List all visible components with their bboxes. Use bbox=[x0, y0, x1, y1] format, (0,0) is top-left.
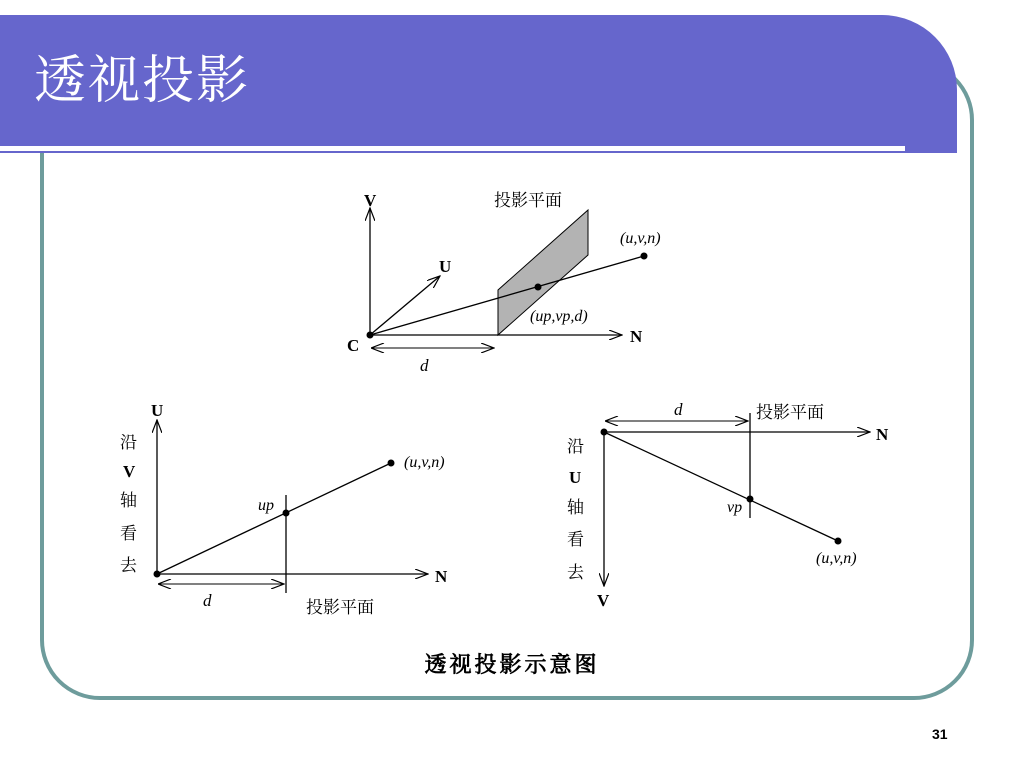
scene-point bbox=[835, 538, 842, 545]
label-distance: d bbox=[203, 591, 212, 610]
scene-point bbox=[641, 253, 648, 260]
label-projection-point: (up,vp,d) bbox=[530, 308, 588, 325]
label-origin: C bbox=[347, 336, 360, 355]
view-note-2: U bbox=[569, 468, 582, 487]
origin-point bbox=[367, 332, 374, 339]
figure-caption: 透视投影示意图 bbox=[424, 652, 600, 678]
view-note-2: V bbox=[123, 462, 136, 481]
u-axis bbox=[370, 276, 440, 335]
projection-point bbox=[283, 510, 290, 517]
projection-point bbox=[747, 496, 754, 503]
label-distance: d bbox=[674, 400, 683, 419]
top-diagram bbox=[347, 190, 661, 375]
scene-point bbox=[388, 460, 395, 467]
projection-ray bbox=[157, 463, 391, 574]
origin-point bbox=[601, 429, 608, 436]
page-number: 31 bbox=[932, 726, 948, 742]
projection-ray bbox=[604, 432, 838, 541]
label-u-axis: U bbox=[151, 401, 164, 420]
label-distance: d bbox=[420, 356, 429, 375]
view-note-4: 看 bbox=[567, 530, 584, 550]
label-plane: 投影平面 bbox=[306, 598, 374, 618]
label-v-axis: V bbox=[597, 591, 610, 610]
projection-point bbox=[535, 284, 542, 291]
view-note-3: 轴 bbox=[120, 491, 137, 511]
label-v-axis: V bbox=[364, 191, 377, 210]
label-u-axis: U bbox=[439, 257, 452, 276]
label-plane: 投影平面 bbox=[494, 191, 562, 211]
view-note-1: 沿 bbox=[567, 437, 584, 457]
slide-title: 透视投影 bbox=[34, 51, 251, 111]
view-note-1: 沿 bbox=[120, 433, 137, 453]
label-scene-point: (u,v,n) bbox=[816, 550, 857, 567]
label-plane: 投影平面 bbox=[756, 403, 824, 423]
label-projection-point: up bbox=[258, 497, 274, 514]
label-projection-point: vp bbox=[727, 499, 743, 516]
view-note-5: 去 bbox=[567, 563, 584, 583]
right-diagram bbox=[567, 400, 889, 610]
left-diagram bbox=[120, 401, 448, 618]
view-note-4: 看 bbox=[120, 524, 137, 544]
label-n-axis: N bbox=[630, 327, 643, 346]
label-n-axis: N bbox=[435, 567, 448, 586]
view-note-5: 去 bbox=[120, 556, 137, 576]
label-scene-point: (u,v,n) bbox=[620, 230, 661, 247]
origin-point bbox=[154, 571, 161, 578]
label-n-axis: N bbox=[876, 425, 889, 444]
label-scene-point: (u,v,n) bbox=[404, 454, 445, 471]
view-note-3: 轴 bbox=[567, 498, 584, 518]
